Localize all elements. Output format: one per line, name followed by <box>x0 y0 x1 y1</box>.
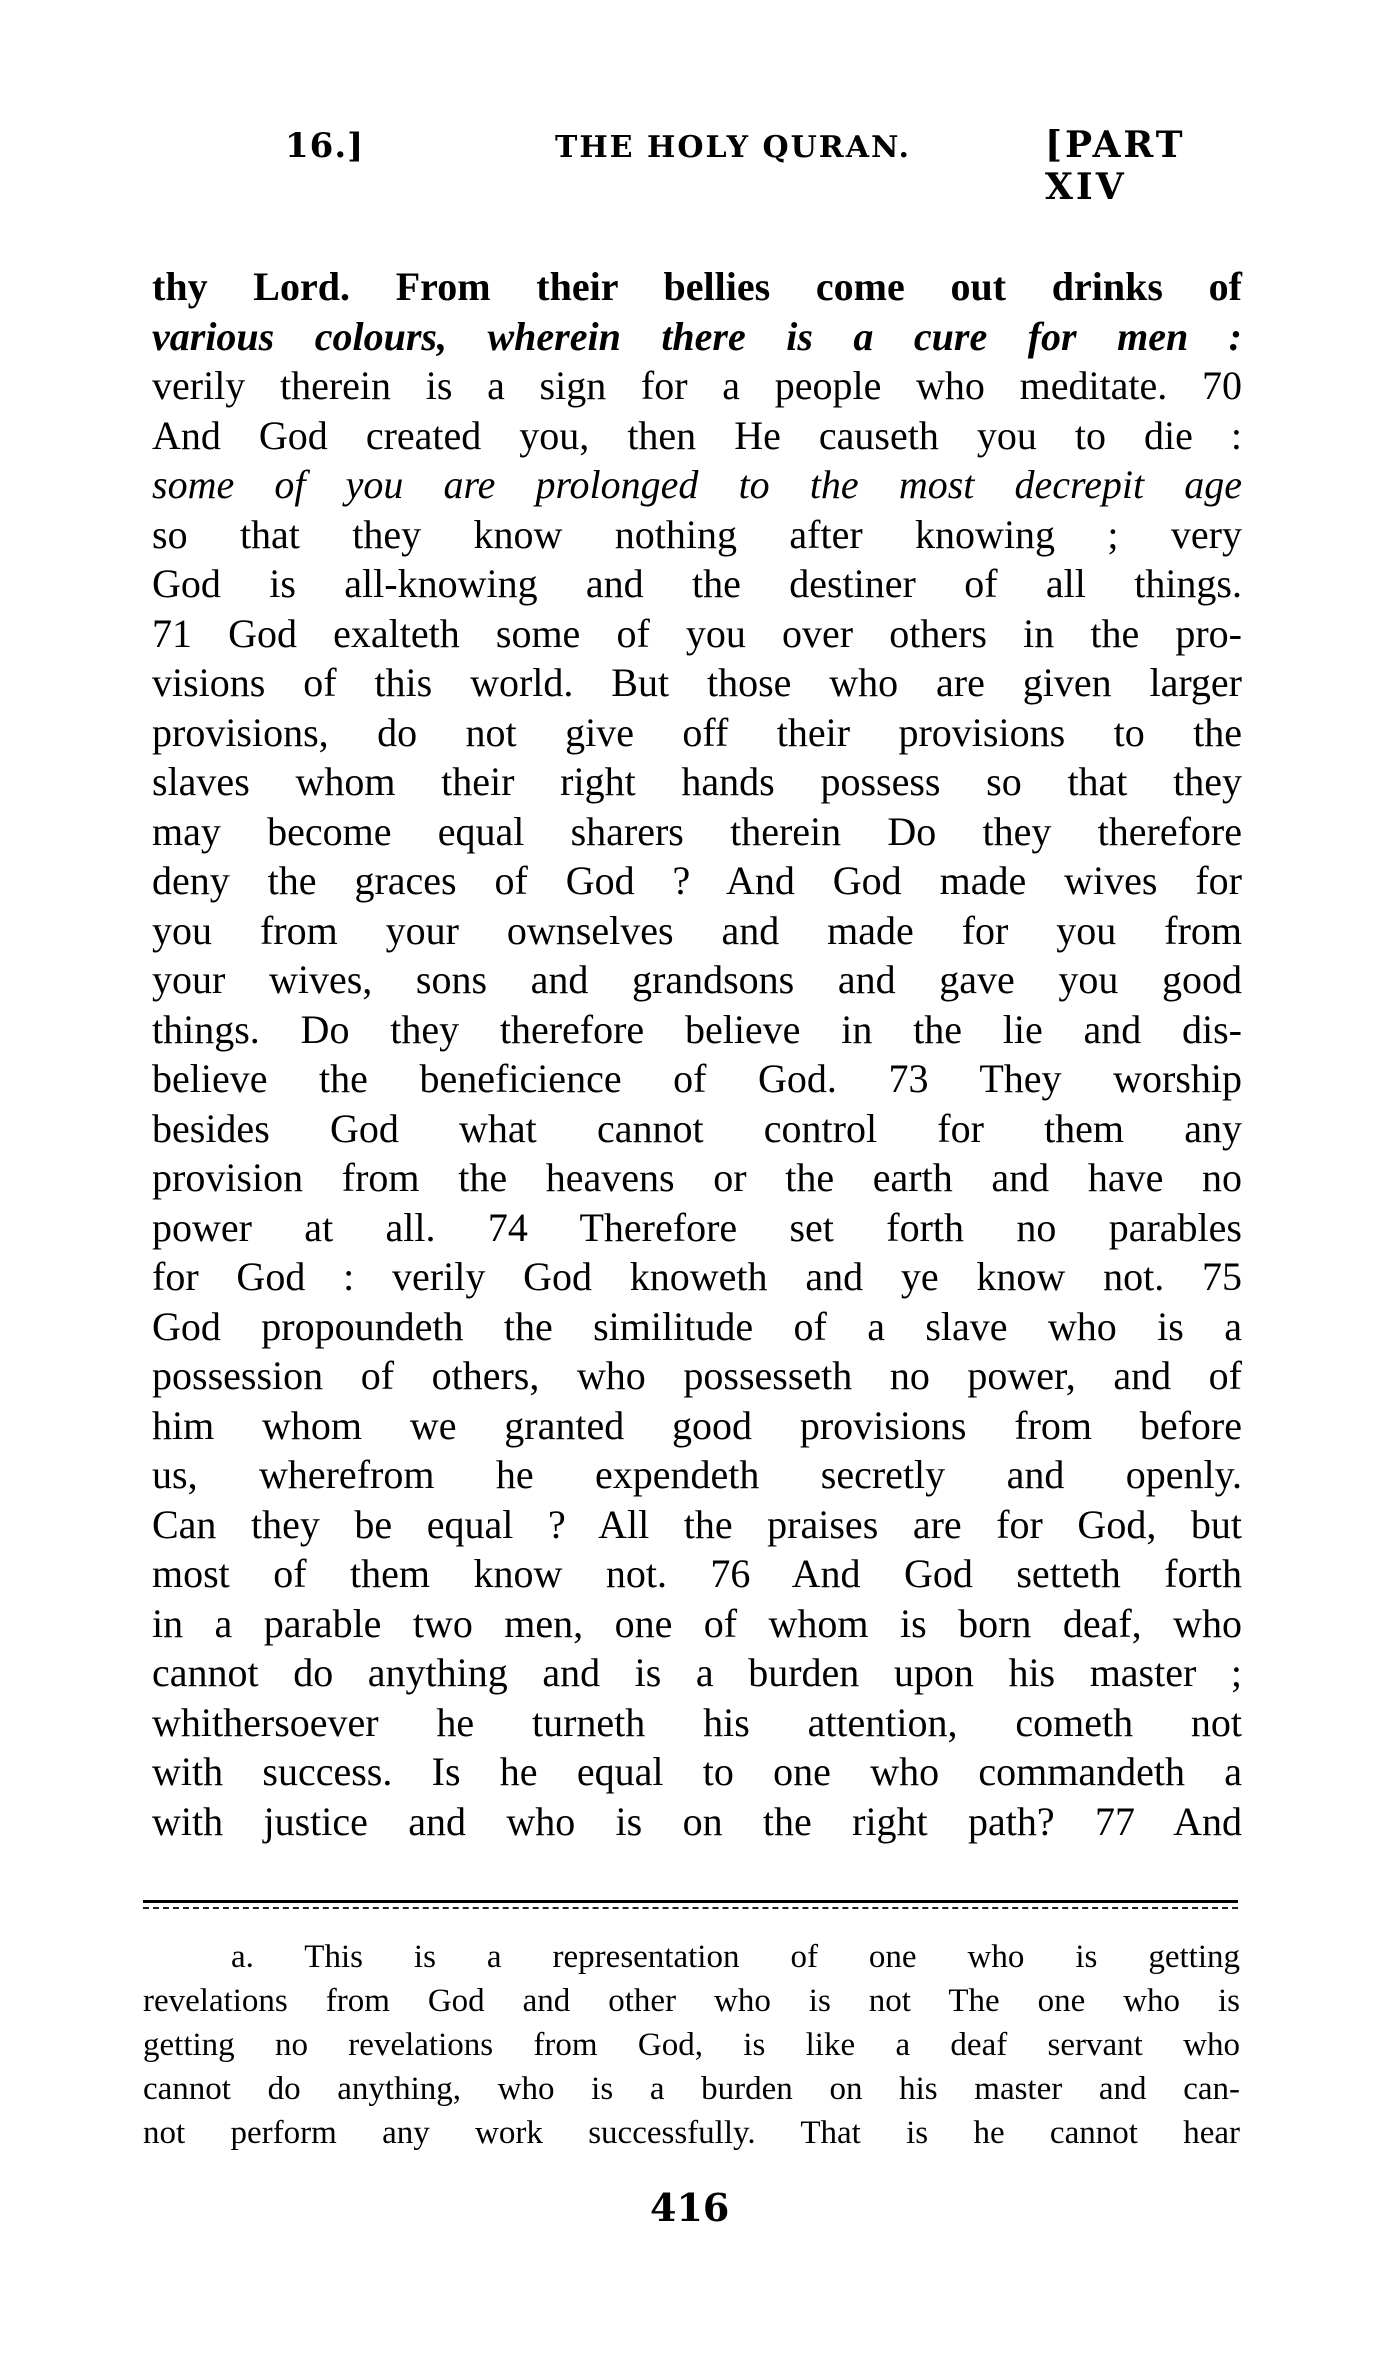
footnote-line: not perform any work successfully. That is he cannot hear <box>143 2115 1240 2151</box>
text-line: things. Do they therefore believe in the lie and dis- <box>152 1006 1242 1052</box>
chapter-marker: 16.] <box>285 126 365 166</box>
text-line: you from your ownselves and made for you from <box>152 907 1242 953</box>
text-line: for God : verily God knoweth and ye know not. 75 <box>152 1254 1242 1299</box>
text-line: power at all. 74 Therefore set forth no parables <box>152 1204 1242 1250</box>
text-line: with success. Is he equal to one who commandeth a <box>152 1749 1242 1794</box>
text-line: most of them know not. 76 And God setteth forth <box>152 1551 1242 1596</box>
text-line: various colours, wherein there is a cure for men : <box>152 313 1242 359</box>
text-line: some of you are prolonged to the most decrepit age <box>152 462 1242 507</box>
text-line: with justice and who is on the right path? 77 And <box>152 1798 1242 1844</box>
footnote-line: a. This is a representation of one who is getting <box>231 1939 1240 1975</box>
running-head <box>145 118 1250 208</box>
book-title: THE HOLY QURAN. <box>555 130 911 165</box>
text-line: visions of this world. But those who are given larger <box>152 660 1242 705</box>
main-text <box>152 262 1242 1846</box>
footnote-rule <box>143 1900 1238 1909</box>
text-line: may become equal sharers therein Do they therefore <box>152 808 1242 854</box>
text-line: believe the beneficience of God. 73 They worship <box>152 1056 1242 1101</box>
page-number: 416 <box>650 2185 730 2230</box>
text-line: 71 God exalteth some of you over others in the pro- <box>152 610 1242 656</box>
text-line: slaves whom their right hands possess so that they <box>152 759 1242 804</box>
text-line: verily therein is a sign for a people who meditate. 70 <box>152 363 1242 408</box>
text-line: Can they be equal ? All the praises are for God, but <box>152 1501 1242 1547</box>
text-line: in a parable two men, one of whom is born deaf, who <box>152 1600 1242 1646</box>
footnote-line: getting no revelations from God, is like a deaf servant who <box>143 2027 1240 2063</box>
footnote-line: cannot do anything, who is a burden on his master and can- <box>143 2071 1240 2107</box>
text-line: possession of others, who possesseth no power, and of <box>152 1353 1242 1398</box>
text-line: us, wherefrom he expendeth secretly and openly. <box>152 1452 1242 1497</box>
text-line: God propoundeth the similitude of a slave who is a <box>152 1303 1242 1349</box>
part-marker: [PART XIV <box>1045 124 1186 208</box>
text-line: cannot do anything and is a burden upon his master ; <box>152 1650 1242 1695</box>
footnote-line: revelations from God and other who is not The one who is <box>143 1983 1240 2019</box>
text-line: your wives, sons and grandsons and gave you good <box>152 957 1242 1002</box>
text-line: God is all-knowing and the destiner of all things. <box>152 561 1242 606</box>
text-line: him whom we granted good provisions from before <box>152 1402 1242 1448</box>
text-line: thy Lord. From their bellies come out drinks of <box>152 264 1242 309</box>
text-line: whithersoever he turneth his attention, cometh not <box>152 1699 1242 1745</box>
text-line: provision from the heavens or the earth and have no <box>152 1155 1242 1200</box>
text-line: And God created you, then He causeth you to die : <box>152 412 1242 458</box>
text-line: so that they know nothing after knowing ; very <box>152 511 1242 557</box>
text-line: deny the graces of God ? And God made wives for <box>152 858 1242 903</box>
text-line: provisions, do not give off their provisions to the <box>152 709 1242 755</box>
text-line: besides God what cannot control for them any <box>152 1105 1242 1151</box>
footnote <box>143 1935 1240 2155</box>
